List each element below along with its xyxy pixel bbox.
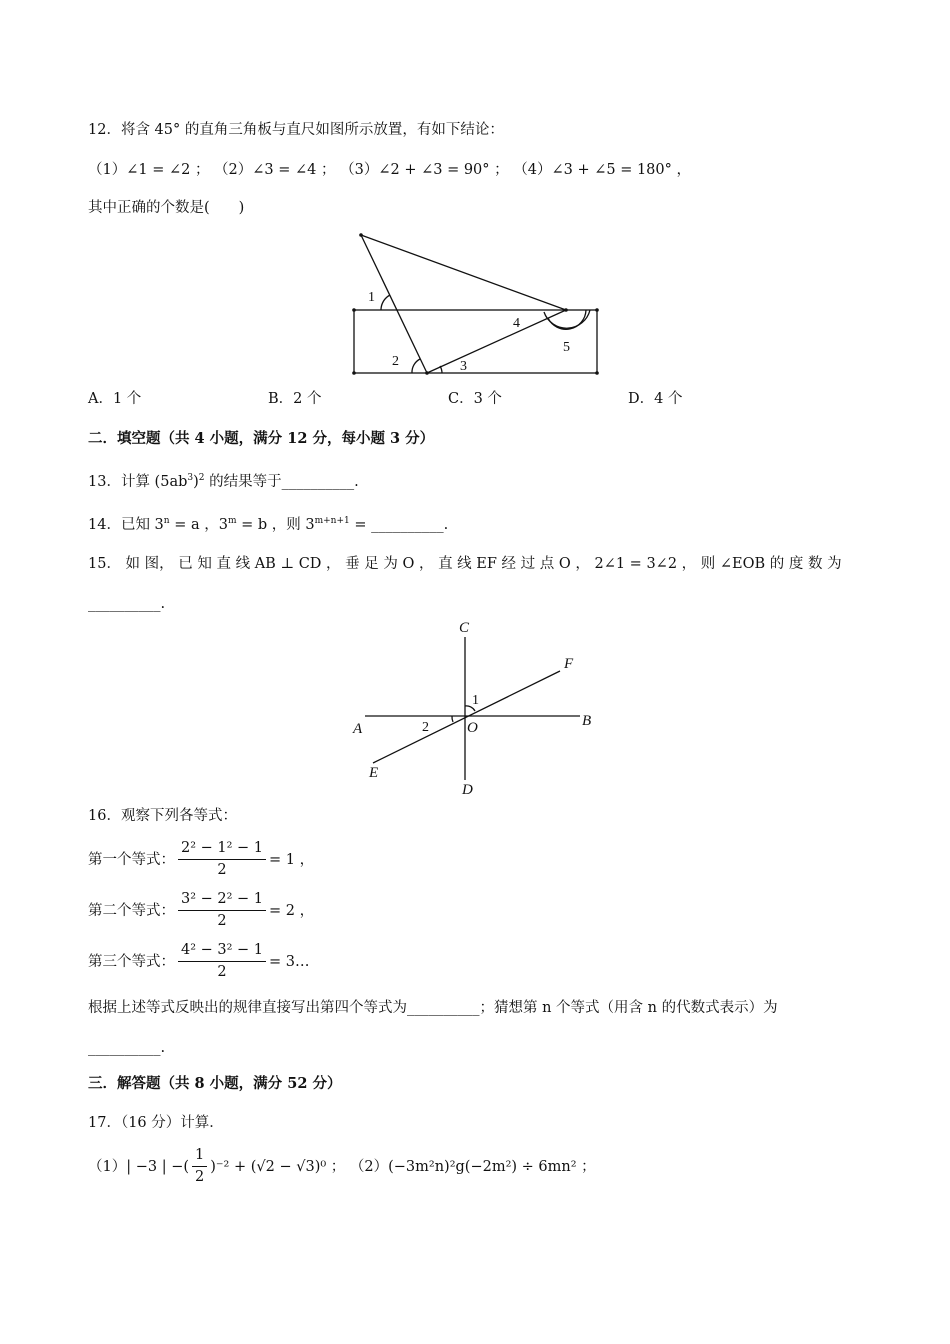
q12-conclusions: （1）∠1 = ∠2 ； （2）∠3 = ∠4 ； （3）∠2 + ∠3 = 90° ； （4）∠3 + ∠5 = 180° ，	[88, 162, 691, 178]
q12-question: 其中正确的个数是( )	[88, 200, 245, 216]
point-b-label: B	[582, 713, 592, 729]
angle-4-label: 4	[513, 316, 520, 331]
q16-eq3: 第三个等式： $\frac{\text{4² − 3² − 1}}{2}$ = 3…	[88, 942, 310, 981]
q17-parts: （1）| −3 | −( $\frac{1}{2}$ )⁻² + (√2 − √3)⁰ ； （2）(−3m²n)²g(−2m²) ÷ 6mn² ；	[88, 1147, 596, 1186]
point-f-label: F	[564, 656, 574, 672]
q16-blank: __________.	[88, 1040, 166, 1056]
point-o-label: O	[467, 720, 478, 736]
angle-2-label: 2	[392, 354, 399, 369]
q15-figure	[345, 615, 605, 800]
angle-3-label: 3	[460, 359, 467, 374]
q16-eq1: 第一个等式： $\frac{\text{2² − 1² − 1}}{2}$ = 1 ，	[88, 840, 315, 879]
q12-option-d: D．4 个	[628, 391, 683, 407]
q13: 13．计算 $(5ab^3)^2$ 的结果等于__________.	[88, 473, 359, 490]
q12-option-c: C．3 个	[448, 391, 502, 407]
angle-5-label: 5	[563, 340, 570, 355]
q14: 14．已知 $3^n = a$ ，$3^m = b$ ，则 $3^{m+n+1}$ = __________.	[88, 516, 449, 533]
point-a-label: A	[353, 721, 363, 737]
q15-stem: 15． 如 图， 已 知 直 线 AB ⊥ CD ， 垂 足 为 O ， 直 线 EF 经 过 点 O ， 2∠1 = 3∠2 ， 则 ∠EOB 的 度 数 为	[88, 556, 842, 572]
q12-option-a: A．1 个	[88, 391, 142, 407]
q12-stem: 12．将含 45° 的直角三角板与直尺如图所示放置，有如下结论：	[88, 122, 504, 138]
angle-2-label: 2	[422, 720, 429, 735]
q15-blank: __________.	[88, 596, 166, 612]
section-3-heading: 三．解答题（共 8 小题，满分 52 分）	[88, 1075, 342, 1092]
point-d-label: D	[462, 782, 473, 798]
angle-1-label: 1	[472, 693, 479, 708]
q16-question: 根据上述等式反映出的规律直接写出第四个等式为__________；猜想第 n 个等式（用含 n 的代数式表示）为	[88, 1000, 778, 1016]
angle-1-label: 1	[368, 290, 375, 305]
point-e-label: E	[369, 765, 379, 781]
section-2-heading: 二．填空题（共 4 小题，满分 12 分，每小题 3 分）	[88, 430, 435, 447]
point-c-label: C	[459, 620, 470, 636]
q17-stem: 17．（16 分）计算．	[88, 1115, 224, 1131]
q12-figure	[340, 225, 620, 385]
q16-stem: 16．观察下列各等式：	[88, 808, 237, 824]
q12-option-b: B．2 个	[268, 391, 322, 407]
q16-eq2: 第二个等式： $\frac{\text{3² − 2² − 1}}{2}$ = 2 ，	[88, 891, 315, 930]
